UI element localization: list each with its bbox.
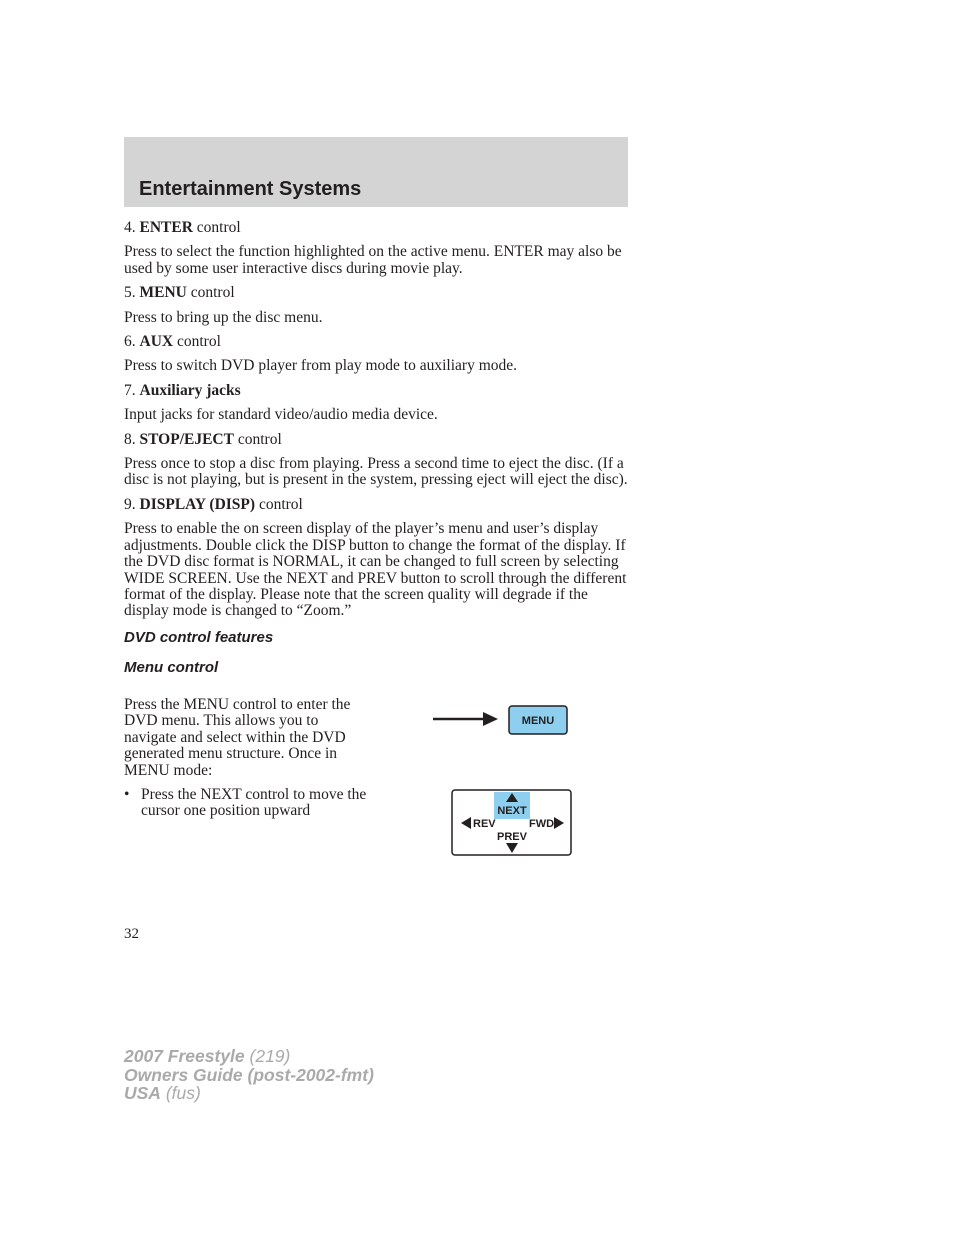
section-title: Entertainment Systems <box>139 178 362 200</box>
footer-line: Owners Guide (post-2002-fmt) <box>124 1064 374 1085</box>
item-description: Press once to stop a disc from playing. Press a second time to eject the disc. (If a disc is not playing, but is present in the system, pressing eject will eject the disc). <box>124 455 628 489</box>
menu-control-intro: Press the MENU control to enter the DVD menu. This allows you to navigate and select within the DVD generated menu structure. Once in MENU mode: <box>124 696 351 779</box>
item-description: Press to bring up the disc menu. <box>124 308 323 326</box>
item-description: Press to select the function highlighted on the active menu. ENTER may also be used by some user interactive discs during movie play. <box>124 243 622 277</box>
rev-label: REV <box>473 818 496 830</box>
item-heading: 9. DISPLAY (DISP) control <box>124 495 303 513</box>
bullet-text: Press the NEXT control to move the cursor one position upward <box>141 786 367 820</box>
prev-label: PREV <box>497 831 527 843</box>
item-heading: 6. AUX control <box>124 333 221 351</box>
item-heading: 5. MENU control <box>124 284 235 302</box>
page-number: 32 <box>124 926 139 942</box>
item-description: Press to switch DVD player from play mode to auxiliary mode. <box>124 357 518 375</box>
section-heading: DVD control features <box>124 628 274 646</box>
footer-line: 2007 Freestyle (219) <box>124 1046 291 1066</box>
item-heading: 7. Auxiliary jacks <box>124 381 241 399</box>
item-heading: 4. ENTER control <box>124 219 241 236</box>
item-description: Input jacks for standard video/audio media device. <box>124 406 438 424</box>
item-description: Press to enable the on screen display of the player’s menu and user’s display adjustments. Double click the DISP button to change the format of the display. If the DVD disc format is NORMAL, it can be changed to full screen by selecting WIDE SCREEN. Use the NEXT and PREV button to scroll through the different format of the display. Please note that the screen quality will degrade if the display mode is changed to “Zoom.” <box>124 520 627 620</box>
menu-control-text <box>124 697 374 820</box>
item-heading: 8. STOP/EJECT control <box>124 430 282 448</box>
subsection-heading: Menu control <box>124 659 219 677</box>
next-label: NEXT <box>497 805 527 817</box>
document-footer <box>124 1047 374 1103</box>
nav-pad-figure <box>450 788 575 858</box>
footer-line: USA (fus) <box>124 1083 201 1103</box>
bullet-icon: • <box>124 786 130 804</box>
section-header-band <box>124 137 628 207</box>
menu-button-label: MENU <box>521 715 555 727</box>
menu-button-figure <box>430 704 575 738</box>
fwd-label: FWD <box>529 818 555 830</box>
list-item <box>124 787 374 820</box>
main-content <box>124 220 628 677</box>
arrow-right-icon <box>483 712 498 726</box>
